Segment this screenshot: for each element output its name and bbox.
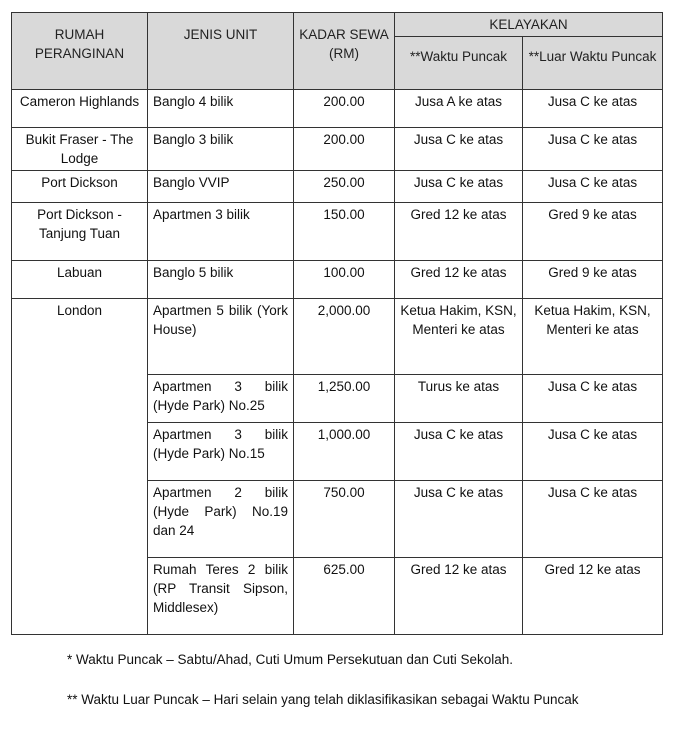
unit-type: Apartmen 3 bilik (Hyde Park) No.15 [148, 423, 294, 481]
table-row [12, 203, 663, 261]
unit-type: Apartmen 3 bilik (Hyde Park) No.25 [148, 375, 294, 423]
peak-eligibility: Jusa C ke atas [395, 128, 523, 171]
table-row [12, 128, 663, 171]
offpeak-eligibility: Gred 9 ke atas [523, 203, 663, 261]
resort-name: Cameron Highlands [12, 90, 148, 128]
rental-rate: 100.00 [294, 261, 395, 299]
peak-eligibility: Gred 12 ke atas [395, 203, 523, 261]
rates-table [11, 12, 663, 635]
resort-name: Labuan [12, 261, 148, 299]
rental-rate: 1,250.00 [294, 375, 395, 423]
offpeak-eligibility: Gred 9 ke atas [523, 261, 663, 299]
unit-type: Banglo 5 bilik [148, 261, 294, 299]
unit-type: Apartmen 5 bilik (York House) [148, 299, 294, 375]
peak-eligibility: Gred 12 ke atas [395, 261, 523, 299]
rental-rate: 200.00 [294, 90, 395, 128]
rental-rate: 625.00 [294, 558, 395, 635]
header-eligibility: KELAYAKAN [395, 13, 663, 37]
table-header [12, 13, 663, 90]
peak-eligibility: Jusa C ke atas [395, 171, 523, 203]
offpeak-eligibility: Jusa C ke atas [523, 481, 663, 558]
unit-type: Banglo 3 bilik [148, 128, 294, 171]
header-rate: KADAR SEWA (RM) [294, 13, 395, 90]
offpeak-eligibility: Jusa C ke atas [523, 90, 663, 128]
peak-eligibility: Jusa C ke atas [395, 423, 523, 481]
offpeak-eligibility: Jusa C ke atas [523, 423, 663, 481]
table-row [12, 171, 663, 203]
unit-type: Banglo 4 bilik [148, 90, 294, 128]
unit-type: Apartmen 2 bilik (Hyde Park) No.19 dan 24 [148, 481, 294, 558]
header-peak: **Waktu Puncak [395, 37, 523, 90]
unit-type: Rumah Teres 2 bilik (RP Transit Sipson, Middlesex) [148, 558, 294, 635]
peak-eligibility: Turus ke atas [395, 375, 523, 423]
offpeak-eligibility: Ketua Hakim, KSN, Menteri ke atas [523, 299, 663, 375]
peak-eligibility: Gred 12 ke atas [395, 558, 523, 635]
unit-type: Banglo VVIP [148, 171, 294, 203]
footnote-offpeak: ** Waktu Luar Puncak – Hari selain yang telah diklasifikasikan sebagai Waktu Puncak [67, 692, 579, 707]
resort-name: London [12, 299, 148, 635]
rental-rate: 2,000.00 [294, 299, 395, 375]
resort-name: Port Dickson [12, 171, 148, 203]
unit-type: Apartmen 3 bilik [148, 203, 294, 261]
offpeak-eligibility: Jusa C ke atas [523, 128, 663, 171]
rental-rate: 1,000.00 [294, 423, 395, 481]
table-row [12, 299, 663, 375]
peak-eligibility: Jusa A ke atas [395, 90, 523, 128]
rental-rate: 750.00 [294, 481, 395, 558]
offpeak-eligibility: Gred 12 ke atas [523, 558, 663, 635]
header-offpeak: **Luar Waktu Puncak [523, 37, 663, 90]
resort-name: Port Dickson - Tanjung Tuan [12, 203, 148, 261]
peak-eligibility: Ketua Hakim, KSN, Menteri ke atas [395, 299, 523, 375]
offpeak-eligibility: Jusa C ke atas [523, 375, 663, 423]
footnote-peak: * Waktu Puncak – Sabtu/Ahad, Cuti Umum Persekutuan dan Cuti Sekolah. [67, 652, 513, 667]
table-row [12, 261, 663, 299]
header-resort: RUMAH PERANGINAN [12, 13, 148, 90]
header-unit-type: JENIS UNIT [148, 13, 294, 90]
rental-rate: 200.00 [294, 128, 395, 171]
rental-rate: 250.00 [294, 171, 395, 203]
resort-name: Bukit Fraser - The Lodge [12, 128, 148, 171]
table-row [12, 90, 663, 128]
peak-eligibility: Jusa C ke atas [395, 481, 523, 558]
rental-rate: 150.00 [294, 203, 395, 261]
offpeak-eligibility: Jusa C ke atas [523, 171, 663, 203]
